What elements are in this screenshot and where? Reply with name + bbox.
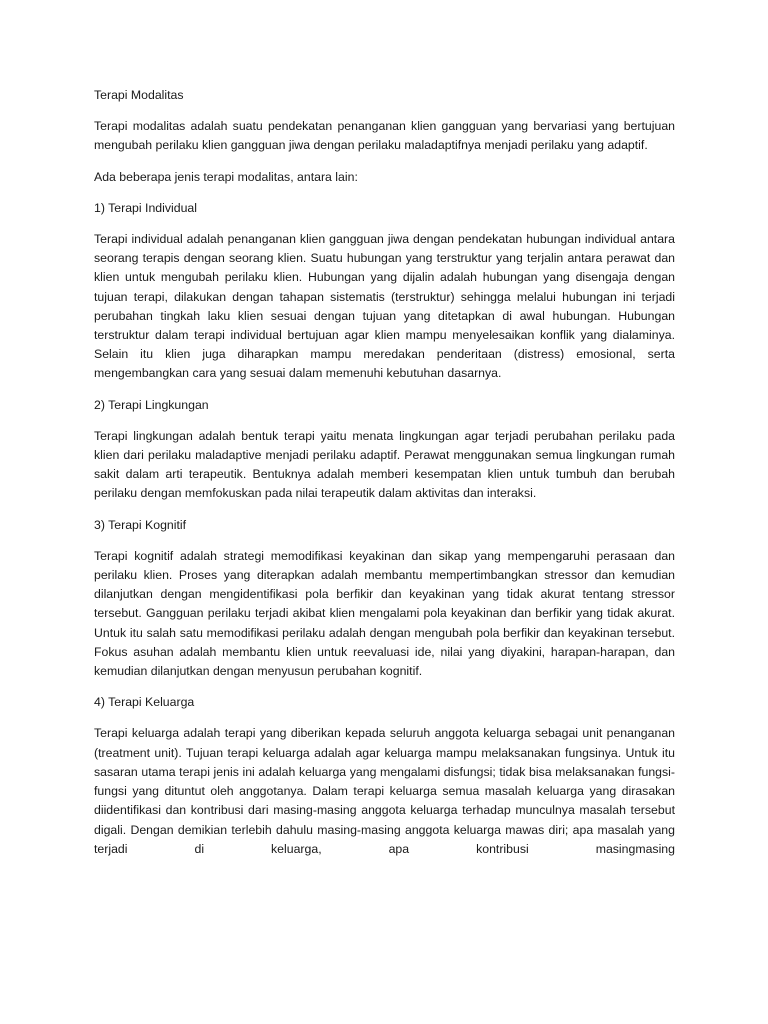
document-title: Terapi Modalitas [94, 88, 184, 102]
section-heading-keluarga: 4) Terapi Keluarga [94, 695, 195, 710]
intro-paragraph: Terapi modalitas adalah suatu pendekatan penanganan klien gangguan yang bervariasi yang bertujuan mengubah perilaku klien gangguan jiwa dengan perilaku maladaptifnya menjadi perilaku yang adaptif. [94, 119, 675, 153]
section-heading-lingkungan: 2) Terapi Lingkungan [94, 397, 209, 412]
list-intro: Ada beberapa jenis terapi modalitas, antara lain: [94, 169, 358, 184]
document-body [94, 86, 675, 859]
section-body-lingkungan: Terapi lingkungan adalah bentuk terapi yaitu menata lingkungan agar terjadi perubahan perilaku pada klien dari perilaku maladaptive menjadi perilaku adaptif. Perawat menggunakan semua lingkungan rumah sakit dalam arti terapeutik. Bentuknya adalah memberi kesempatan klien untuk tumbuh dan berubah perilaku dengan memfokuskan pada nilai terapeutik dalam aktivitas dan interaksi. [94, 428, 675, 501]
section-heading-individual: 1) Terapi Individual [94, 200, 197, 215]
section-heading-kognitif: 3) Terapi Kognitif [94, 517, 187, 532]
section-body-individual: Terapi individual adalah penanganan klien gangguan jiwa dengan pendekatan hubungan individual antara seorang terapis dengan seorang klien. Suatu hubungan yang terstruktur yang terjalin antara perawat dan klien untuk mengubah perilaku klien. Hubungan yang dijalin adalah hubungan yang disengaja dengan tujuan terapi, dilakukan dengan tahapan sistematis (terstruktur) sehingga melalui hubungan ini terjadi perubahan tingkah laku klien sesuai dengan tujuan yang ditetapkan di awal hubungan. Hubungan terstruktur dalam terapi individual bertujuan agar klien mampu menyelesaikan konflik yang dialaminya. Selain itu klien juga diharapkan mampu meredakan penderitaan (distress) emosional, serta mengembangkan cara yang sesuai dalam memenuhi kebutuhan dasarnya. [94, 232, 675, 381]
section-body-kognitif: Terapi kognitif adalah strategi memodifikasi keyakinan dan sikap yang mempengaruhi perasaan dan perilaku klien. Proses yang diterapkan adalah membantu mempertimbangkan stressor dan kemudian dilanjutkan dengan mengidentifikasi pola berfikir dan keyakinan yang tidak akurat tentang stressor tersebut. Gangguan perilaku terjadi akibat klien mengalami pola keyakinan dan berfikir yang tidak akurat. Untuk itu salah satu memodifikasi perilaku adalah dengan mengubah pola berfikir dan keyakinan tersebut. Fokus asuhan adalah membantu klien untuk reevaluasi ide, nilai yang diyakini, harapan-harapan, dan kemudian dilanjutkan dengan menyusun perubahan kognitif. [94, 548, 675, 679]
section-body-keluarga: Terapi keluarga adalah terapi yang diberikan kepada seluruh anggota keluarga sebagai unit penanganan (treatment unit). Tujuan terapi keluarga adalah agar keluarga mampu melaksanakan fungsinya. Untuk itu sasaran utama terapi jenis ini adalah keluarga yang mengalami disfungsi; tidak bisa melaksanakan fungsi-fungsi yang dituntut oleh anggotanya. Dalam terapi keluarga semua masalah keluarga yang dirasakan diidentifikasi dan kontribusi dari masing-masing anggota keluarga terhadap munculnya masalah tersebut digali. Dengan demikian terlebih dahulu masing-masing anggota keluarga mawas diri; apa masalah yang terjadi di keluarga, apa kontribusi masingmasing [94, 726, 675, 856]
